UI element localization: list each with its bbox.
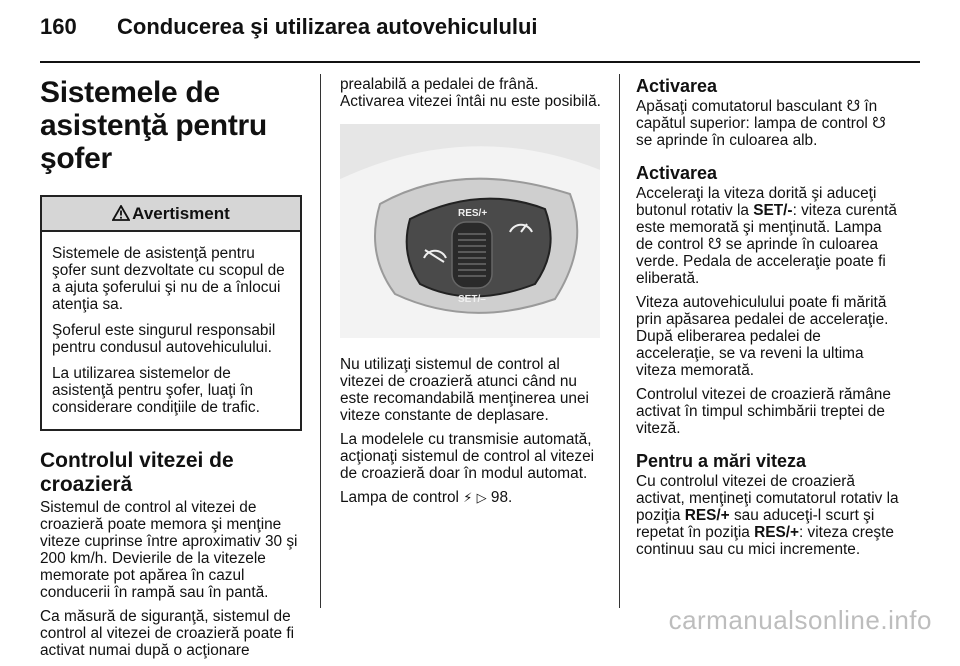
body-paragraph: Acceleraţi la viteza dorită şi aduceţi butonul rotativ la SET/-: viteza curentă este memorată şi menţinută. Lampa de control ☋ se aprinde în culoarea verde. Pedala de acceleraţie poate fi eliberată.: [636, 185, 897, 287]
body-paragraph: Nu utilizaţi sistemul de control al vitezei de croazieră atunci când nu este recomandabilă menţinerea unei viteze constante de deplasare.: [340, 356, 589, 424]
warning-box: [40, 195, 302, 431]
watermark: carmanualsonline.info: [668, 605, 932, 635]
column-divider-2: [619, 74, 620, 608]
warning-triangle-icon: [112, 199, 130, 232]
section-title: Activarea: [636, 76, 718, 96]
header-divider: [40, 61, 920, 63]
column-1: [40, 76, 302, 666]
section-title: Pentru a mări viteza: [636, 451, 807, 471]
section-heading: Sistemele de asistenţă pentru şofer: [40, 76, 267, 175]
body-paragraph: Cu controlul vitezei de croazieră activat, menţineţi comutatorul rotativ la poziţia RES/+ sau aduceţi-l scurt şi repetat în poziţia RES/+: viteza creşte continuu sau cu mici incremente.: [636, 473, 899, 558]
warning-title: Avertisment: [132, 204, 230, 223]
page-number: 160: [40, 14, 77, 39]
page-ref-arrow-icon: ▷: [476, 491, 487, 506]
steering-wheel-controls-figure: [340, 124, 600, 338]
column-2: [340, 76, 602, 514]
warning-header: [42, 197, 300, 232]
body-paragraph: Ca măsură de siguranţă, sistemul de control al vitezei de croazieră poate fi activat numai după o acţionare: [40, 608, 295, 659]
body-paragraph: Controlul vitezei de croazieră rămâne activat în timpul schimbării treptei de viteză.: [636, 386, 891, 437]
column-divider-1: [320, 74, 321, 608]
set-minus-label: SET/–: [458, 294, 486, 305]
res-plus-label: RES/+: [458, 208, 488, 219]
body-paragraph: La modelele cu transmisie automată, acţionaţi sistemul de control al vitezei de croazieră doar în modul automat.: [340, 431, 595, 482]
control-lamp-icon: ⚡: [463, 491, 473, 506]
lamp-reference: Lampa de control ⚡ ▷ 98.: [340, 489, 513, 506]
body-paragraph: Apăsaţi comutatorul basculant ☋ în capătul superior: lampa de control ☋ se aprinde în culoarea alb.: [636, 98, 886, 149]
warning-paragraph: Şoferul este singurul responsabil pentru condusul autovehiculului.: [52, 322, 276, 356]
body-paragraph: Sistemul de control al vitezei de croazieră poate memora şi menţine viteze cuprinse între aproximativ 30 şi 200 km/h. Devierile de la vitezele memorate pot apărea în cazul conducerii în rampă sau în pantă.: [40, 499, 298, 601]
page-header: [40, 14, 920, 44]
section-title: Activarea: [636, 163, 718, 183]
column-3: [636, 76, 902, 565]
body-paragraph: prealabilă a pedalei de frână. Activarea vitezei întâi nu este posibilă.: [340, 76, 601, 110]
warning-paragraph: La utilizarea sistemelor de asistenţă pentru şofer, luaţi în considerare condiţiile de trafic.: [52, 365, 260, 416]
subsection-heading: Controlul vitezei de croazieră: [40, 449, 234, 496]
warning-paragraph: Sistemele de asistenţă pentru şofer sunt dezvoltate cu scopul de a ajuta şoferului şi nu de a înlocui atenţia sa.: [52, 245, 285, 313]
body-paragraph: Viteza autovehiculului poate fi mărită prin apăsarea pedalei de acceleraţie. După eliberarea pedalei de acceleraţie, se va reveni la ultima viteza memorată.: [636, 294, 889, 379]
page-title: Conducerea şi utilizarea autovehiculului: [117, 14, 538, 39]
